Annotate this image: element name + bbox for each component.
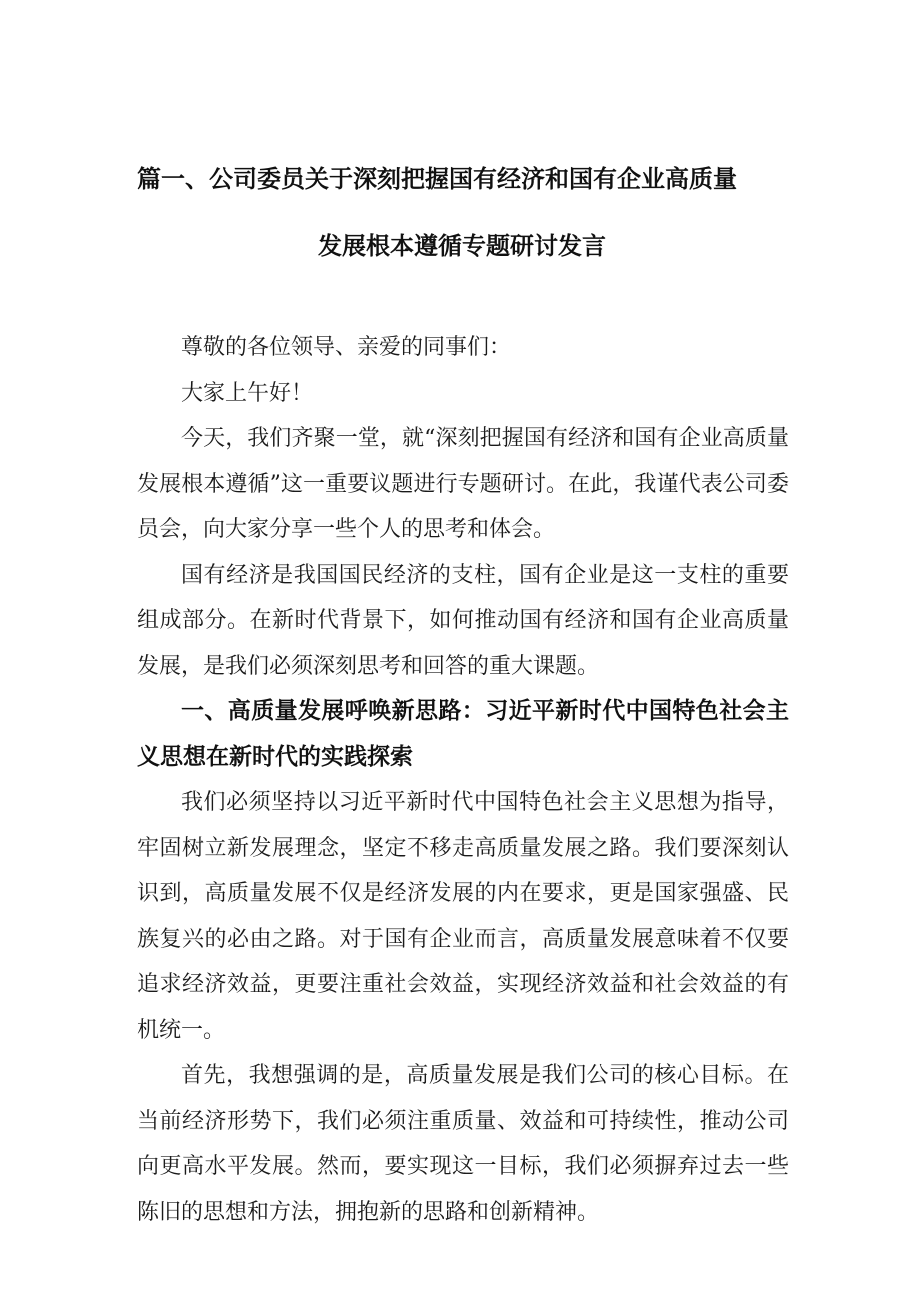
document-title-line-2: 发展根本遵循专题研讨发言 xyxy=(318,232,606,260)
paragraph-background: 国有经济是我国国民经济的支柱，国有企业是这一支柱的重要组成部分。在新时代背景下，如何推动国有经济和国有企业高质量发展，是我们必须深刻思考和回答的重大课题。 xyxy=(137,562,789,679)
document-title-line-1: 篇一、公司委员关于深刻把握国有经济和国有企业高质量 xyxy=(137,165,737,193)
paragraph-section1-b: 首先，我想强调的是，高质量发展是我们公司的核心目标。在当前经济形势下，我们必须注重质量、效益和可持续性，推动公司向更高水平发展。然而，要实现这一目标，我们必须摒弃过去一些陈旧的思想和方法，拥抱新的思路和创新精神。 xyxy=(137,1063,789,1225)
paragraph-intro: 今天，我们齐聚一堂，就“深刻把握国有经济和国有企业高质量发展根本遵循”这一重要议题进行专题研讨。在此，我谨代表公司委员会，向大家分享一些个人的思考和体会。 xyxy=(137,426,789,542)
greeting: 大家上午好！ xyxy=(181,380,314,406)
section-heading-1: 一、高质量发展呼唤新思路：习近平新时代中国特色社会主义思想在新时代的实践探索 xyxy=(137,698,789,770)
document-body xyxy=(137,325,789,1235)
salutation: 尊敬的各位领导、亲爱的同事们： xyxy=(181,335,512,360)
paragraph-section1-a: 我们必须坚持以习近平新时代中国特色社会主义思想为指导，牢固树立新发展理念，坚定不移走高质量发展之路。我们要深刻认识到，高质量发展不仅是经济发展的内在要求，更是国家强盛、民族复兴的必由之路。对于国有企业而言，高质量发展意味着不仅要追求经济效益，更要注重社会效益，实现经济效益和社会效益的有机统一。 xyxy=(137,790,789,1043)
